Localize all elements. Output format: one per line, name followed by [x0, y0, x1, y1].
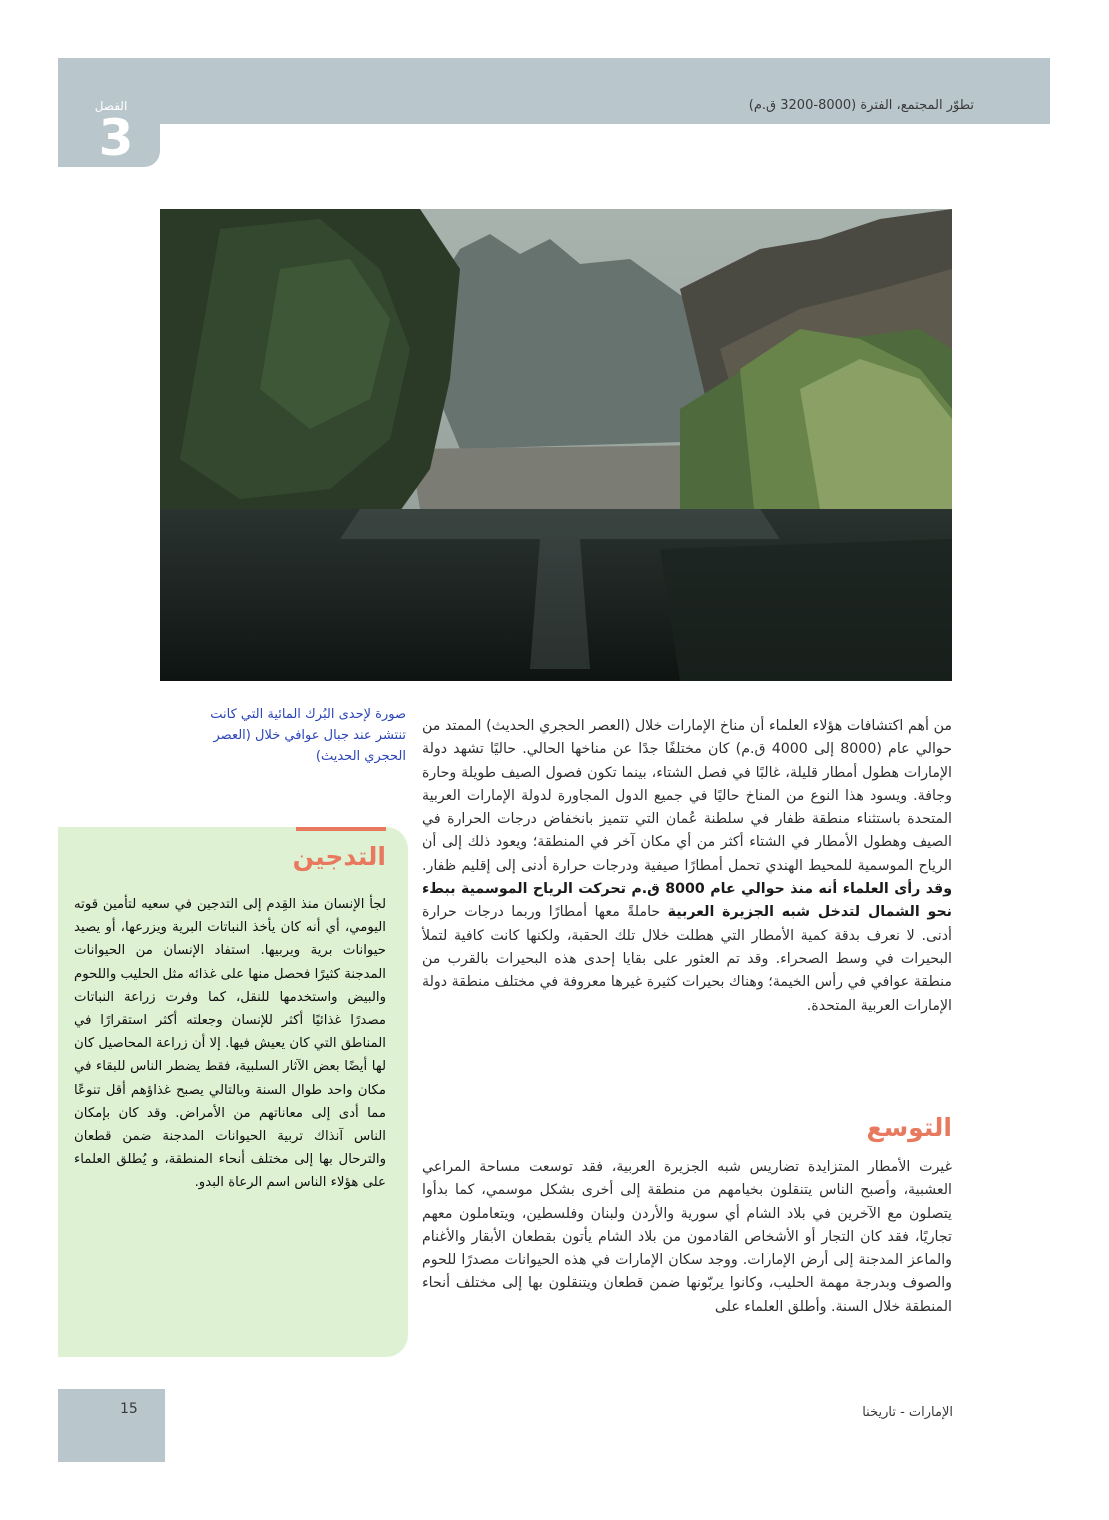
main-paragraph-part2: حاملةً معها أمطارًا وربما درجات حرارة أدنى. لا نعرف بدقة كمية الأمطار التي هطلت خلال تلك الحقبة، ولكنها كانت كافية لتملأ البحيرات في وسط الصحراء. وقد تم العثور على بقايا إحدى هذه البحيرات بالقرب من منطقة عوافي في رأس الخيمة؛ وهناك بحيرات كثيرة غيرها معروفة في مختلف منطقة دولة الإمارات العربية المتحدة.: [422, 904, 952, 1014]
sidebar-accent-rule: [296, 827, 386, 831]
main-paragraph: [422, 715, 952, 1018]
main-paragraph-bold: وقد رأى العلماء أنه منذ حوالي عام 8000 ق.م تحركت الرياح الموسمية ببطء نحو الشمال لتدخل شبه الجزيرة العربية: [422, 881, 953, 921]
sidebar-heading: التدجين: [292, 842, 386, 871]
main-paragraph-part1: من أهم اكتشافات هؤلاء العلماء أن مناخ الإمارات خلال (العصر الحجري الحديث) الممتد من حوالي عام (8000 إلى 4000 ق.م) كان مختلفًا جدًا عن مناخها الحالي. حاليًا تشهد دولة الإمارات هطول أمطار قليلة، غالبًا في فصل الشتاء، بينما تكون فصول الصيف طويلة وحارة وجافة. ويسود هذا النوع من المناخ حاليًا في جميع الدول المجاورة لدولة الإمارات العربية المتحدة باستثناء منطقة ظفار في سلطنة عُمان التي تتميز بانخفاض درجات الحرارة في الصيف وهطول الأمطار في الشتاء أكثر من أي مكان آخر في المنطقة؛ ويعود ذلك إلى أن الرياح الموسمية للمحيط الهندي تحمل أمطارًا صيفية ودرجات حرارة أدنى إلى إقليم ظفار.: [422, 718, 952, 874]
photo-caption: صورة لإحدى البُرك المائية التي كانت تنتشر عند جبال عوافي خلال (العصر الحجري الحديث): [210, 707, 406, 764]
expansion-heading: التوسع: [866, 1113, 952, 1142]
footer-title: الإمارات - تاريخنا: [862, 1405, 953, 1420]
landscape-photo-icon: [160, 209, 952, 681]
sidebar-text: لجأ الإنسان منذ القِدم إلى التدجين في سعيه لتأمين قوته اليومي، أي أنه كان يأخذ النباتات البرية ويزرعها، أو يصيد حيوانات برية ويربيها. استفاد الإنسان من الحيوانات المدجنة كثيرًا فحصل منها على غذائه مثل الحليب واللحوم والبيض واستخدمها للنقل، كما وفرت زراعة النباتات مصدرًا غذائيًا أكثر للإنسان وجعلته أكثر استقرارًا في المناطق التي كان يعيش فيها. إلا أن زراعة المحاصيل كان لها أيضًا بعض الآثار السلبية، فقط يضطر الناس للبقاء في مكان واحد طوال السنة وبالتالي يصبح غذاؤهم أقل تنوعًا مما أدى إلى معاناتهم من الأمراض. وقد كان بإمكان الناس آنذاك تربية الحيوانات المدجنة ضمن قطعان والترحال بها إلى مختلف أنحاء المنطقة، و يُطلق العلماء على هؤلاء الناس اسم الرعاة البدو.: [74, 897, 386, 1191]
running-header-title: تطوّر المجتمع، الفترة (8000-3200 ق.م): [748, 98, 974, 113]
chapter-label: الفصل: [94, 99, 128, 113]
page-number-tab: [58, 1389, 165, 1462]
page-number: 15: [120, 1401, 138, 1417]
expansion-paragraph: غيرت الأمطار المتزايدة تضاريس شبه الجزيرة العربية، فقد توسعت مساحة المراعي العشبية، وأصبح الناس يتنقلون بخيامهم من منطقة إلى أخرى بشكل موسمي، كما بدأوا يتصلون مع الآخرين في بلاد الشام أي سورية والأردن ولبنان وفلسطين، ويتعاملون معهم تجاريًا، فقد كان التجار أو الأشخاص القادمون من بلاد الشام يأتون بقطعان الأبقار والأغنام والماعز المدجنة إلى أرض الإمارات. ووجد سكان الإمارات في هذه الحيوانات مصدرًا للحوم والصوف وبدرجة مهمة الحليب، وكانوا يربّونها ضمن قطعان ويتنقلون بها إلى مختلف أنحاء المنطقة خلال السنة. وأطلق العلماء على: [422, 1159, 952, 1315]
chapter-number: 3: [98, 109, 134, 167]
header-band: [58, 58, 1050, 124]
wadi-pool-photo: [160, 209, 952, 681]
